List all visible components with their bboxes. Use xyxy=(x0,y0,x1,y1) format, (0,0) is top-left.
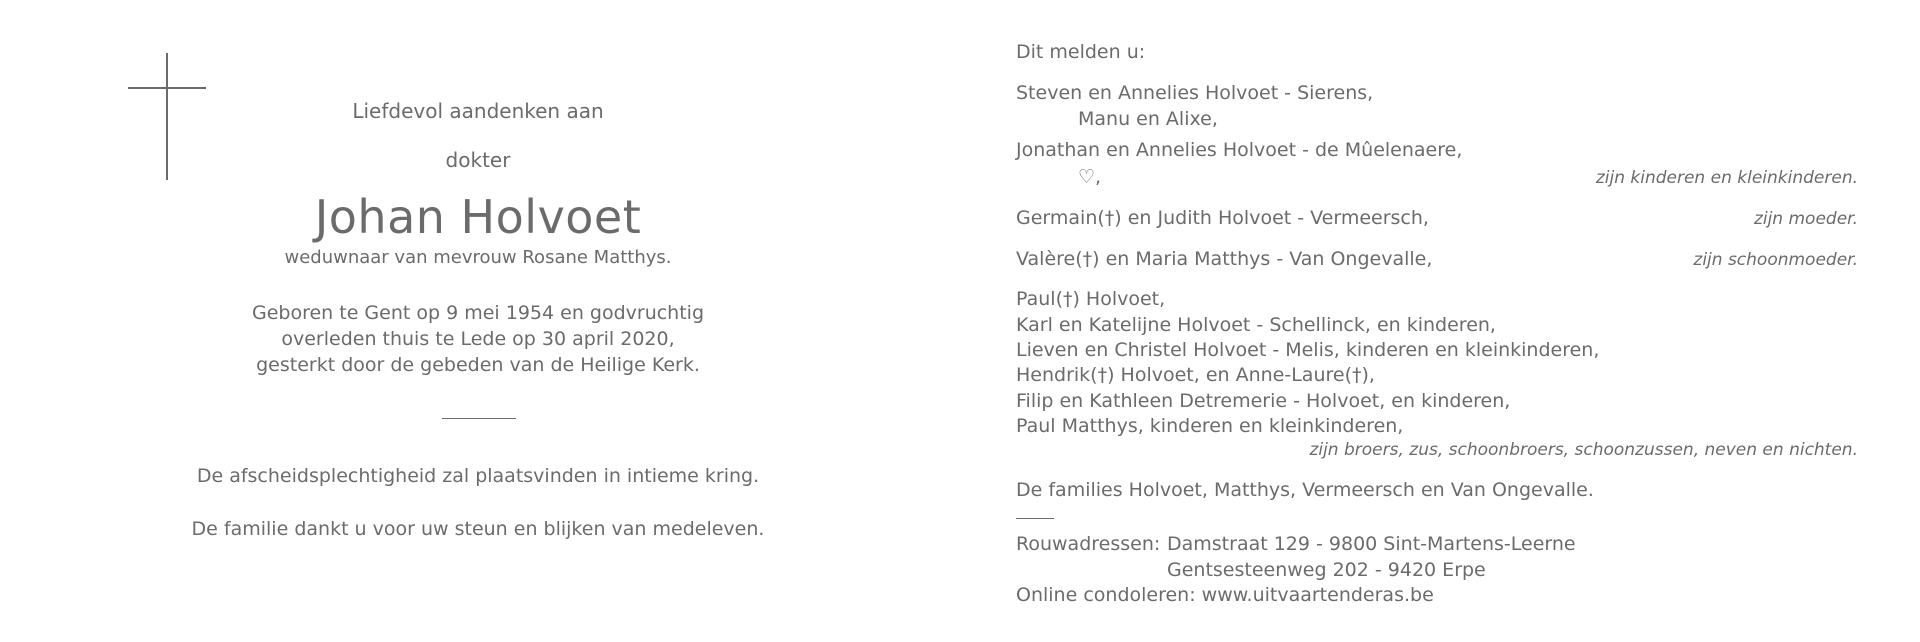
relation-mother-in-law: zijn schoonmoeder. xyxy=(1693,250,1858,270)
birth-line: Geboren te Gent op 9 mei 1954 en godvruchtig xyxy=(251,302,705,324)
birth-death-text xyxy=(252,300,704,378)
address-line: Gentsesteenweg 202 - 9420 Erpe xyxy=(1167,559,1486,581)
sibling-line: Filip en Kathleen Detremerie - Holvoet, en kinderen, xyxy=(1016,390,1511,412)
address-label: Rouwadressen: xyxy=(1016,533,1161,555)
cross-icon xyxy=(166,53,168,180)
sibling-line: Karl en Katelijne Holvoet - Schellinck, en kinderen, xyxy=(1016,314,1496,336)
deceased-name: Johan Holvoet xyxy=(314,190,642,244)
mother-in-law-line: Valère(†) en Maria Matthys - Van Ongevalle, xyxy=(1016,248,1433,270)
sibling-line: Lieven en Christel Holvoet - Melis, kinderen en kleinkinderen, xyxy=(1016,339,1600,361)
relation-children: zijn kinderen en kleinkinderen. xyxy=(1595,168,1858,188)
families-line: De families Holvoet, Matthys, Vermeersch en Van Ongevalle. xyxy=(1016,479,1594,501)
cross-icon-bar xyxy=(128,87,206,89)
sibling-line: Paul(†) Holvoet, xyxy=(1016,288,1166,310)
blessing-line: gesterkt door de gebeden van de Heilige Kerk. xyxy=(256,354,700,376)
mother-line: Germain(†) en Judith Holvoet - Vermeersch, xyxy=(1016,207,1429,229)
grandchild-line: Manu en Alixe, xyxy=(1078,108,1218,130)
relation-siblings: zijn broers, zus, schoonbroers, schoonzussen, neven en nichten. xyxy=(1309,440,1858,460)
address-line: Damstraat 129 - 9800 Sint-Martens-Leerne xyxy=(1167,533,1576,555)
death-line: overleden thuis te Lede op 30 april 2020, xyxy=(281,328,675,350)
child-line: Steven en Annelies Holvoet - Sierens, xyxy=(1016,82,1374,104)
relation-mother: zijn moeder. xyxy=(1753,209,1858,229)
child-line: Jonathan en Annelies Holvoet - de Mûelenaere, xyxy=(1016,139,1463,161)
memorial-intro: Liefdevol aandenken aan xyxy=(352,99,604,123)
thanks-text: De familie dankt u voor uw steun en blijken van medeleven. xyxy=(191,518,765,540)
widow-line: weduwnaar van mevrouw Rosane Matthys. xyxy=(284,247,672,268)
grandchild-heart: ♡, xyxy=(1078,166,1102,188)
sibling-line: Paul Matthys, kinderen en kleinkinderen, xyxy=(1016,415,1404,437)
sibling-line: Hendrik(†) Holvoet, en Anne-Laure(†), xyxy=(1016,364,1375,386)
deceased-title: dokter xyxy=(445,148,511,172)
divider xyxy=(442,418,516,419)
announcement-header: Dit melden u: xyxy=(1016,41,1146,63)
condolence-line: Online condoleren: www.uitvaartenderas.be xyxy=(1016,584,1434,606)
divider xyxy=(1016,518,1054,519)
farewell-text: De afscheidsplechtigheid zal plaatsvinden in intieme kring. xyxy=(196,465,760,487)
